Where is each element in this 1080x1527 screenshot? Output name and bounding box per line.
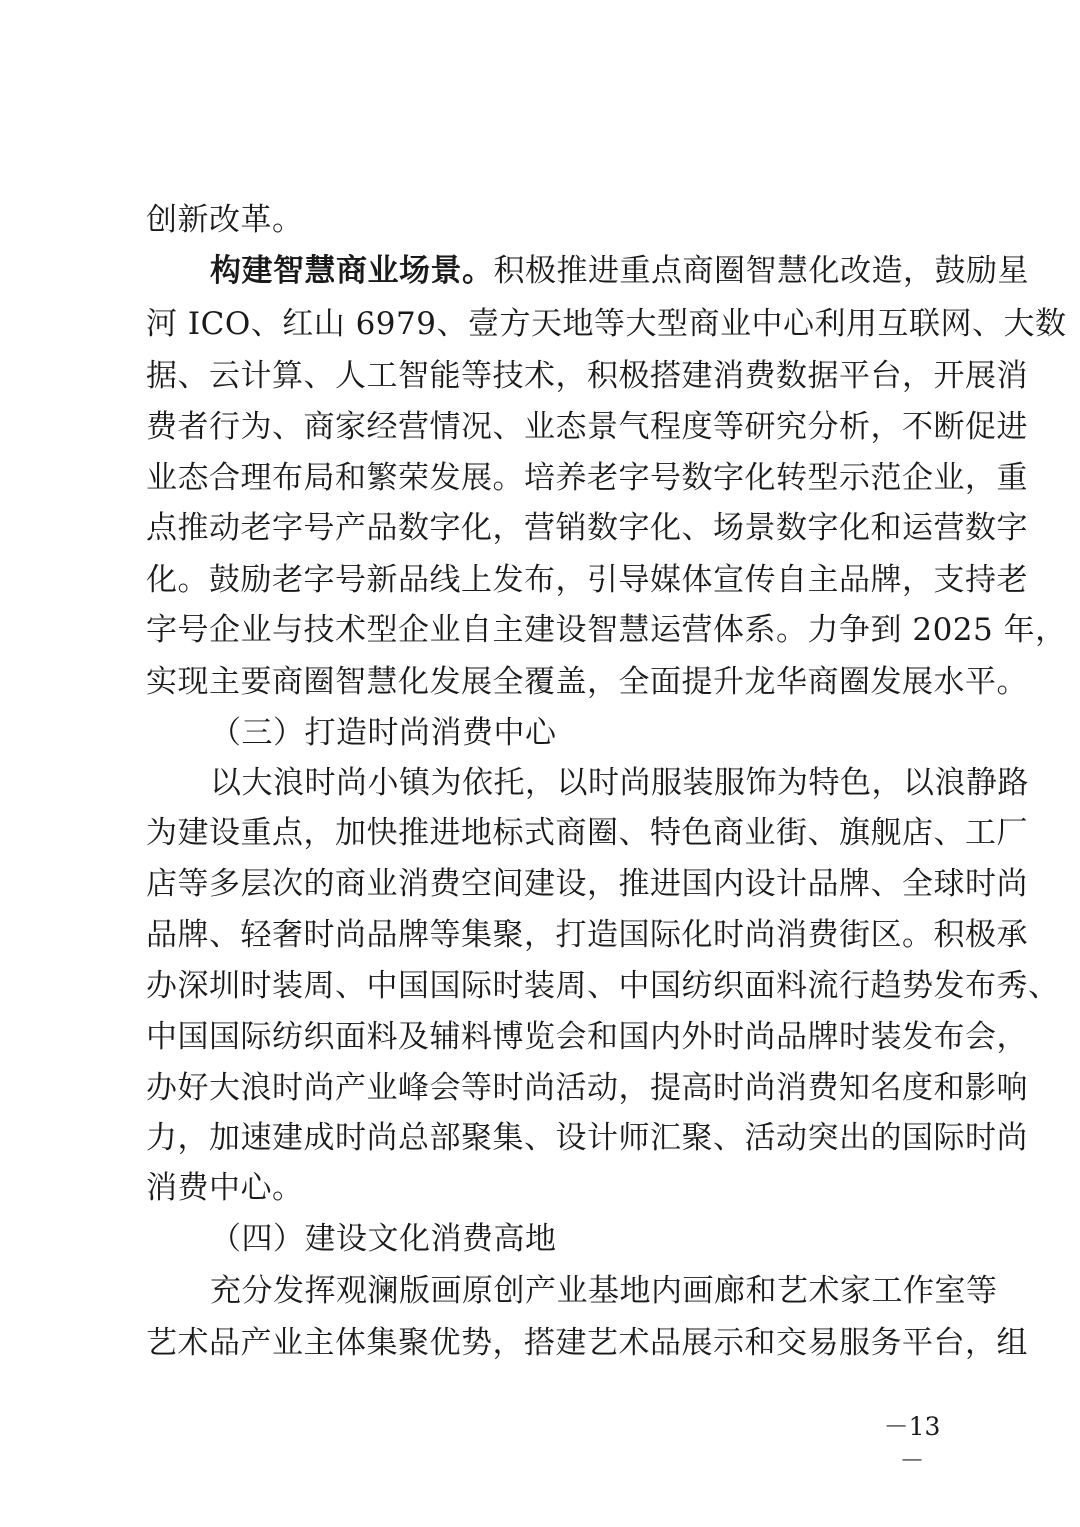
paragraph-line: 据、云计算、人工智能等技术，积极搭建消费数据平台，开展消: [146, 358, 1028, 394]
lead-phrase: 构建智慧商业场景。: [210, 253, 494, 289]
paragraph-line: 业态合理布局和繁荣发展。培养老字号数字化转型示范企业，重: [146, 460, 1028, 496]
paragraph-line: 费者行为、商家经营情况、业态景气程度等研究分析，不断促进: [146, 409, 1028, 445]
paragraph-line: 化。鼓励老字号新品线上发布，引导媒体宣传自主品牌，支持老: [146, 562, 1028, 598]
paragraph-line: 品牌、轻奢时尚品牌等集聚，打造国际化时尚消费街区。积极承: [146, 917, 1028, 953]
paragraph-line: 中国国际纺织面料及辅料博览会和国内外时尚品牌时装发布会，: [146, 1019, 1028, 1055]
paragraph-line: 力，加速建成时尚总部聚集、设计师汇聚、活动突出的国际时尚: [146, 1120, 1028, 1156]
paragraph-line: 办好大浪时尚产业峰会等时尚活动，提高时尚消费知名度和影响: [146, 1070, 1028, 1106]
paragraph-line: 以大浪时尚小镇为依托，以时尚服装服饰为特色，以浪静路: [210, 765, 1029, 801]
section-heading: （三）打造时尚消费中心: [210, 715, 557, 751]
paragraph-text: 积极推进重点商圈智慧化改造，鼓励星: [493, 253, 1029, 289]
paragraph-line: 办深圳时装周、中国国际时装周、中国纺织面料流行趋势发布秀、: [146, 968, 1060, 1004]
paragraph-line: 创新改革。: [146, 202, 304, 238]
paragraph-line: 实现主要商圈智慧化发展全覆盖，全面提升龙华商圈发展水平。: [146, 664, 1028, 700]
paragraph-line: 艺术品产业主体集聚优势，搭建艺术品展示和交易服务平台，组: [146, 1325, 1028, 1361]
paragraph-line: 点推动老字号产品数字化，营销数字化、场景数字化和运营数字: [146, 510, 1028, 546]
paragraph-line: 消费中心。: [146, 1170, 304, 1206]
paragraph-line: 店等多层次的商业消费空间建设，推进国内设计品牌、全球时尚: [146, 866, 1028, 902]
paragraph-line: 为建设重点，加快推进地标式商圈、特色商业街、旗舰店、工厂: [146, 815, 1028, 851]
paragraph-line: 河 ICO、红山 6979、壹方天地等大型商业中心利用互联网、大数: [146, 306, 1067, 342]
paragraph-line: 充分发挥观澜版画原创产业基地内画廊和艺术家工作室等: [210, 1273, 998, 1309]
page-number: －13－: [883, 1412, 941, 1475]
paragraph-line: [210, 251, 1029, 291]
section-heading: （四）建设文化消费高地: [210, 1221, 557, 1257]
paragraph-line: 字号企业与技术型企业自主建设智慧运营体系。力争到 2025 年，: [146, 612, 1067, 648]
